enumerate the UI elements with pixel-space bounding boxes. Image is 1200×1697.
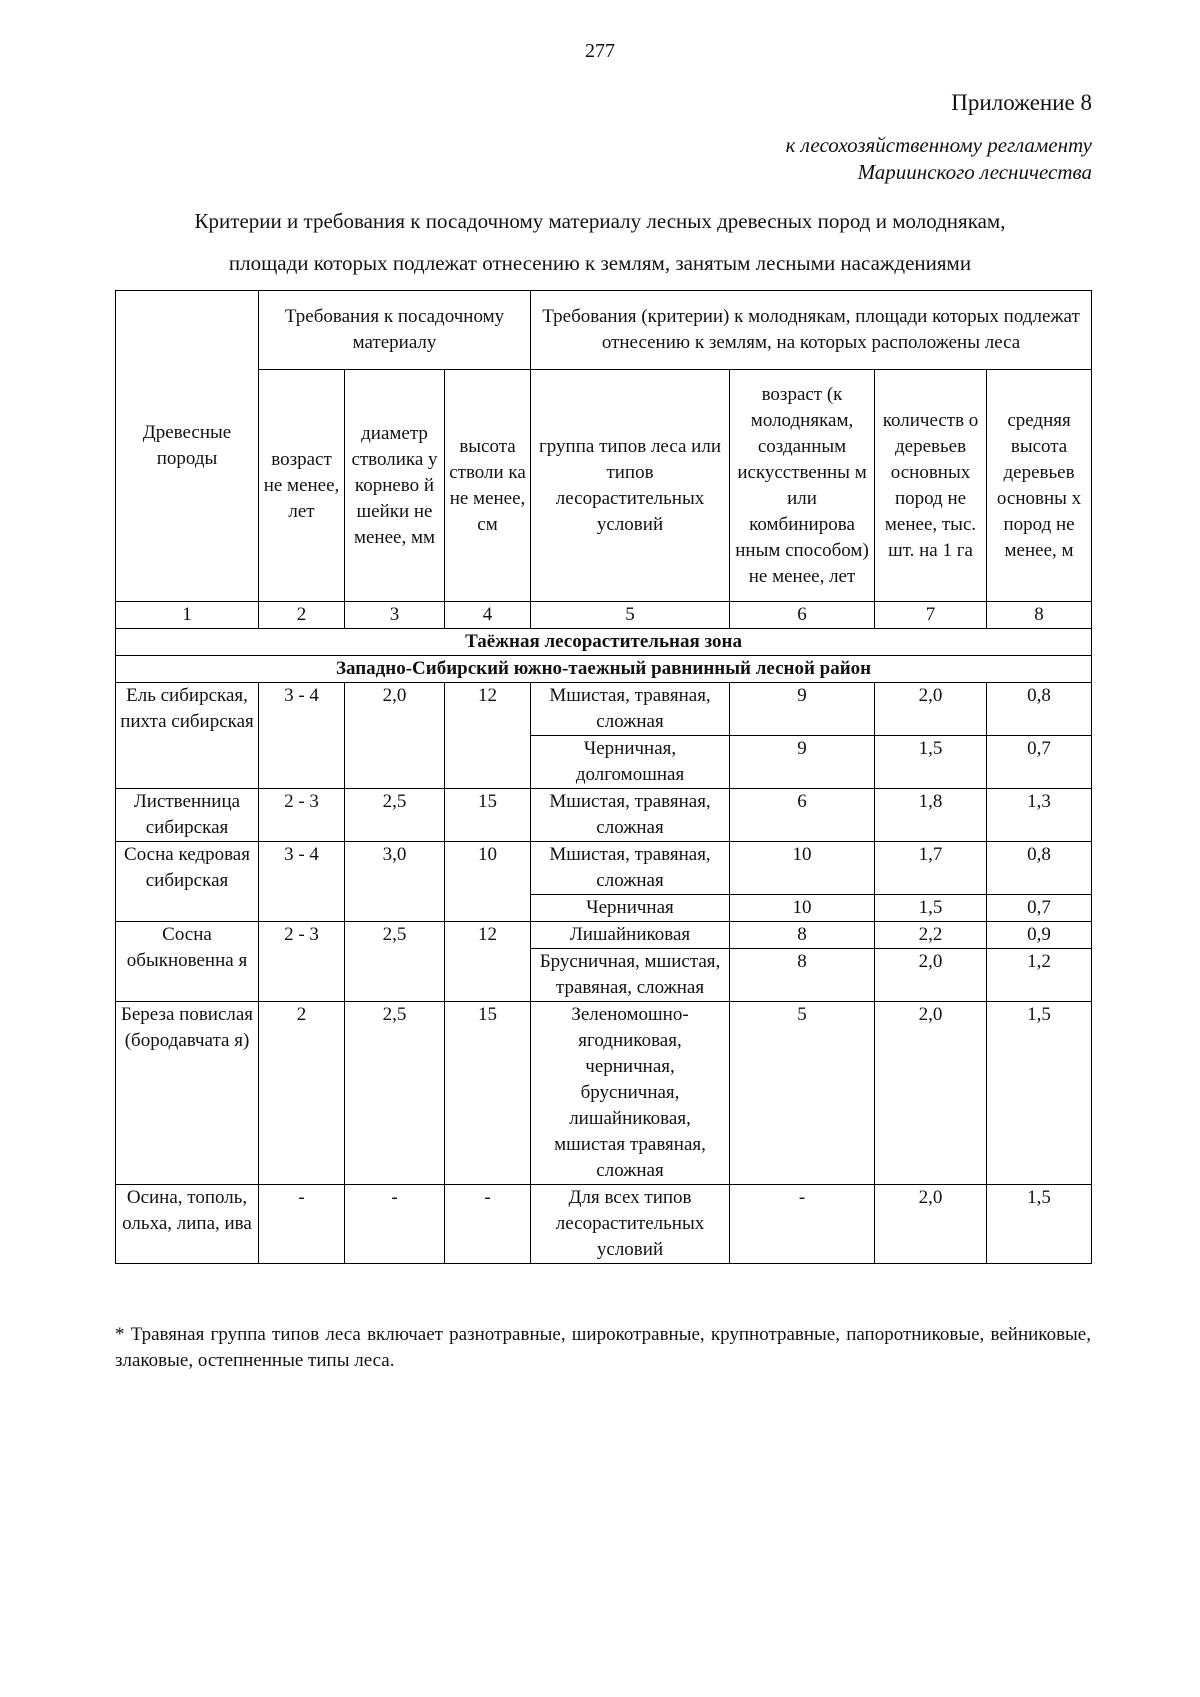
header-young-age: возраст (к молоднякам, созданным искусственны м или комбинирова нным способом) не менее, лет [730,370,875,602]
column-number: 2 [259,602,345,629]
column-number: 3 [345,602,445,629]
young-age-cell: 8 [730,949,875,1002]
column-number: 8 [987,602,1092,629]
title-line-1: Критерии и требования к посадочному материалу лесных древесных пород и молоднякам, [194,209,1006,233]
header-age: возраст не менее, лет [259,370,345,602]
age-cell: 2 - 3 [259,922,345,1002]
header-young-stands: Требования (критерии) к молоднякам, площади которых подлежат отнесению к землям, на которых расположены леса [531,291,1092,370]
height-cell: 15 [445,1002,531,1185]
regulation-line-2: Мариинского лесничества [857,160,1092,184]
species-cell: Ель сибирская, пихта сибирская [116,683,259,789]
header-planting-material: Требования к посадочному материалу [259,291,531,370]
diameter-cell: - [345,1185,445,1264]
column-number: 6 [730,602,875,629]
tree-count-cell: 1,5 [875,895,987,922]
zone-row [116,629,1092,656]
tree-count-cell: 1,7 [875,842,987,895]
diameter-cell: 2,5 [345,1002,445,1185]
appendix-title: Приложение 8 [951,90,1092,115]
age-cell: 2 - 3 [259,789,345,842]
tree-count-cell: 2,0 [875,949,987,1002]
tree-count-cell: 2,0 [875,683,987,736]
footnote: * Травяная группа типов леса включает разнотравные, широкотравные, крупнотравные, папоротниковые, вейниковые, злаковые, остепненные типы леса. [115,1324,1091,1371]
height-cell: - [445,1185,531,1264]
height-cell: 15 [445,789,531,842]
zone-heading: Таёжная лесорастительная зона [116,629,1092,656]
regulation-line-1: к лесохозяйственному регламенту [785,133,1092,157]
young-age-cell: 6 [730,789,875,842]
avg-height-cell: 0,8 [987,683,1092,736]
avg-height-cell: 0,7 [987,736,1092,789]
criteria-table [115,290,1092,1264]
age-cell: 3 - 4 [259,683,345,789]
tree-count-cell: 2,2 [875,922,987,949]
age-cell: 2 [259,1002,345,1185]
avg-height-cell: 1,5 [987,1002,1092,1185]
tree-count-cell: 2,0 [875,1185,987,1264]
header-forest-type: группа типов леса или типов лесорастительных условий [531,370,730,602]
young-age-cell: 9 [730,736,875,789]
avg-height-cell: 1,3 [987,789,1092,842]
forest-type-cell: Мшистая, травяная, сложная [531,842,730,895]
forest-type-cell: Брусничная, мшистая, травяная, сложная [531,949,730,1002]
age-cell: 3 - 4 [259,842,345,922]
tree-count-cell: 2,0 [875,1002,987,1185]
avg-height-cell: 0,7 [987,895,1092,922]
height-cell: 10 [445,842,531,922]
column-number-row [116,602,1092,629]
avg-height-cell: 0,8 [987,842,1092,895]
table-row [116,1185,1092,1264]
column-number: 1 [116,602,259,629]
header-tree-count: количеств о деревьев основных пород не менее, тыс. шт. на 1 га [875,370,987,602]
forest-type-cell: Мшистая, травяная, сложная [531,683,730,736]
header-height: высота стволи ка не менее, см [445,370,531,602]
species-cell: Сосна кедровая сибирская [116,842,259,922]
forest-type-cell: Мшистая, травяная, сложная [531,789,730,842]
species-cell: Лиственница сибирская [116,789,259,842]
table-row [116,683,1092,736]
young-age-cell: 8 [730,922,875,949]
table-row [116,1002,1092,1185]
tree-count-cell: 1,5 [875,736,987,789]
avg-height-cell: 1,2 [987,949,1092,1002]
young-age-cell: 10 [730,895,875,922]
document-title [100,200,1100,284]
table-body [116,602,1092,1264]
height-cell: 12 [445,683,531,789]
column-number: 5 [531,602,730,629]
young-age-cell: 10 [730,842,875,895]
tree-count-cell: 1,8 [875,789,987,842]
regulation-reference [786,132,1092,186]
table-row [116,789,1092,842]
age-cell: - [259,1185,345,1264]
forest-type-cell: Для всех типов лесорастительных условий [531,1185,730,1264]
table-row [116,842,1092,895]
species-cell: Береза повислая (бородавчата я) [116,1002,259,1185]
diameter-cell: 2,5 [345,789,445,842]
species-cell: Осина, тополь, ольха, липа, ива [116,1185,259,1264]
header-species: Древесные породы [116,291,259,602]
title-line-2: площади которых подлежат отнесению к землям, занятым лесными насаждениями [228,251,972,275]
column-number: 7 [875,602,987,629]
forest-type-cell: Зеленомошно-ягодниковая, черничная, брусничная, лишайниковая, мшистая травяная, сложная [531,1002,730,1185]
avg-height-cell: 0,9 [987,922,1092,949]
diameter-cell: 2,0 [345,683,445,789]
forest-type-cell: Черничная, долгомошная [531,736,730,789]
diameter-cell: 2,5 [345,922,445,1002]
header-avg-height: средняя высота деревьев основны х пород не менее, м [987,370,1092,602]
species-cell: Сосна обыкновенна я [116,922,259,1002]
young-age-cell: 5 [730,1002,875,1185]
table-row [116,922,1092,949]
forest-type-cell: Лишайниковая [531,922,730,949]
young-age-cell: 9 [730,683,875,736]
header-diameter: диаметр стволика у корнево й шейки не менее, мм [345,370,445,602]
young-age-cell: - [730,1185,875,1264]
diameter-cell: 3,0 [345,842,445,922]
forest-type-cell: Черничная [531,895,730,922]
height-cell: 12 [445,922,531,1002]
page-number: 277 [585,40,615,62]
avg-height-cell: 1,5 [987,1185,1092,1264]
region-heading: Западно-Сибирский южно-таежный равнинный лесной район [116,656,1092,683]
region-row [116,656,1092,683]
column-number: 4 [445,602,531,629]
